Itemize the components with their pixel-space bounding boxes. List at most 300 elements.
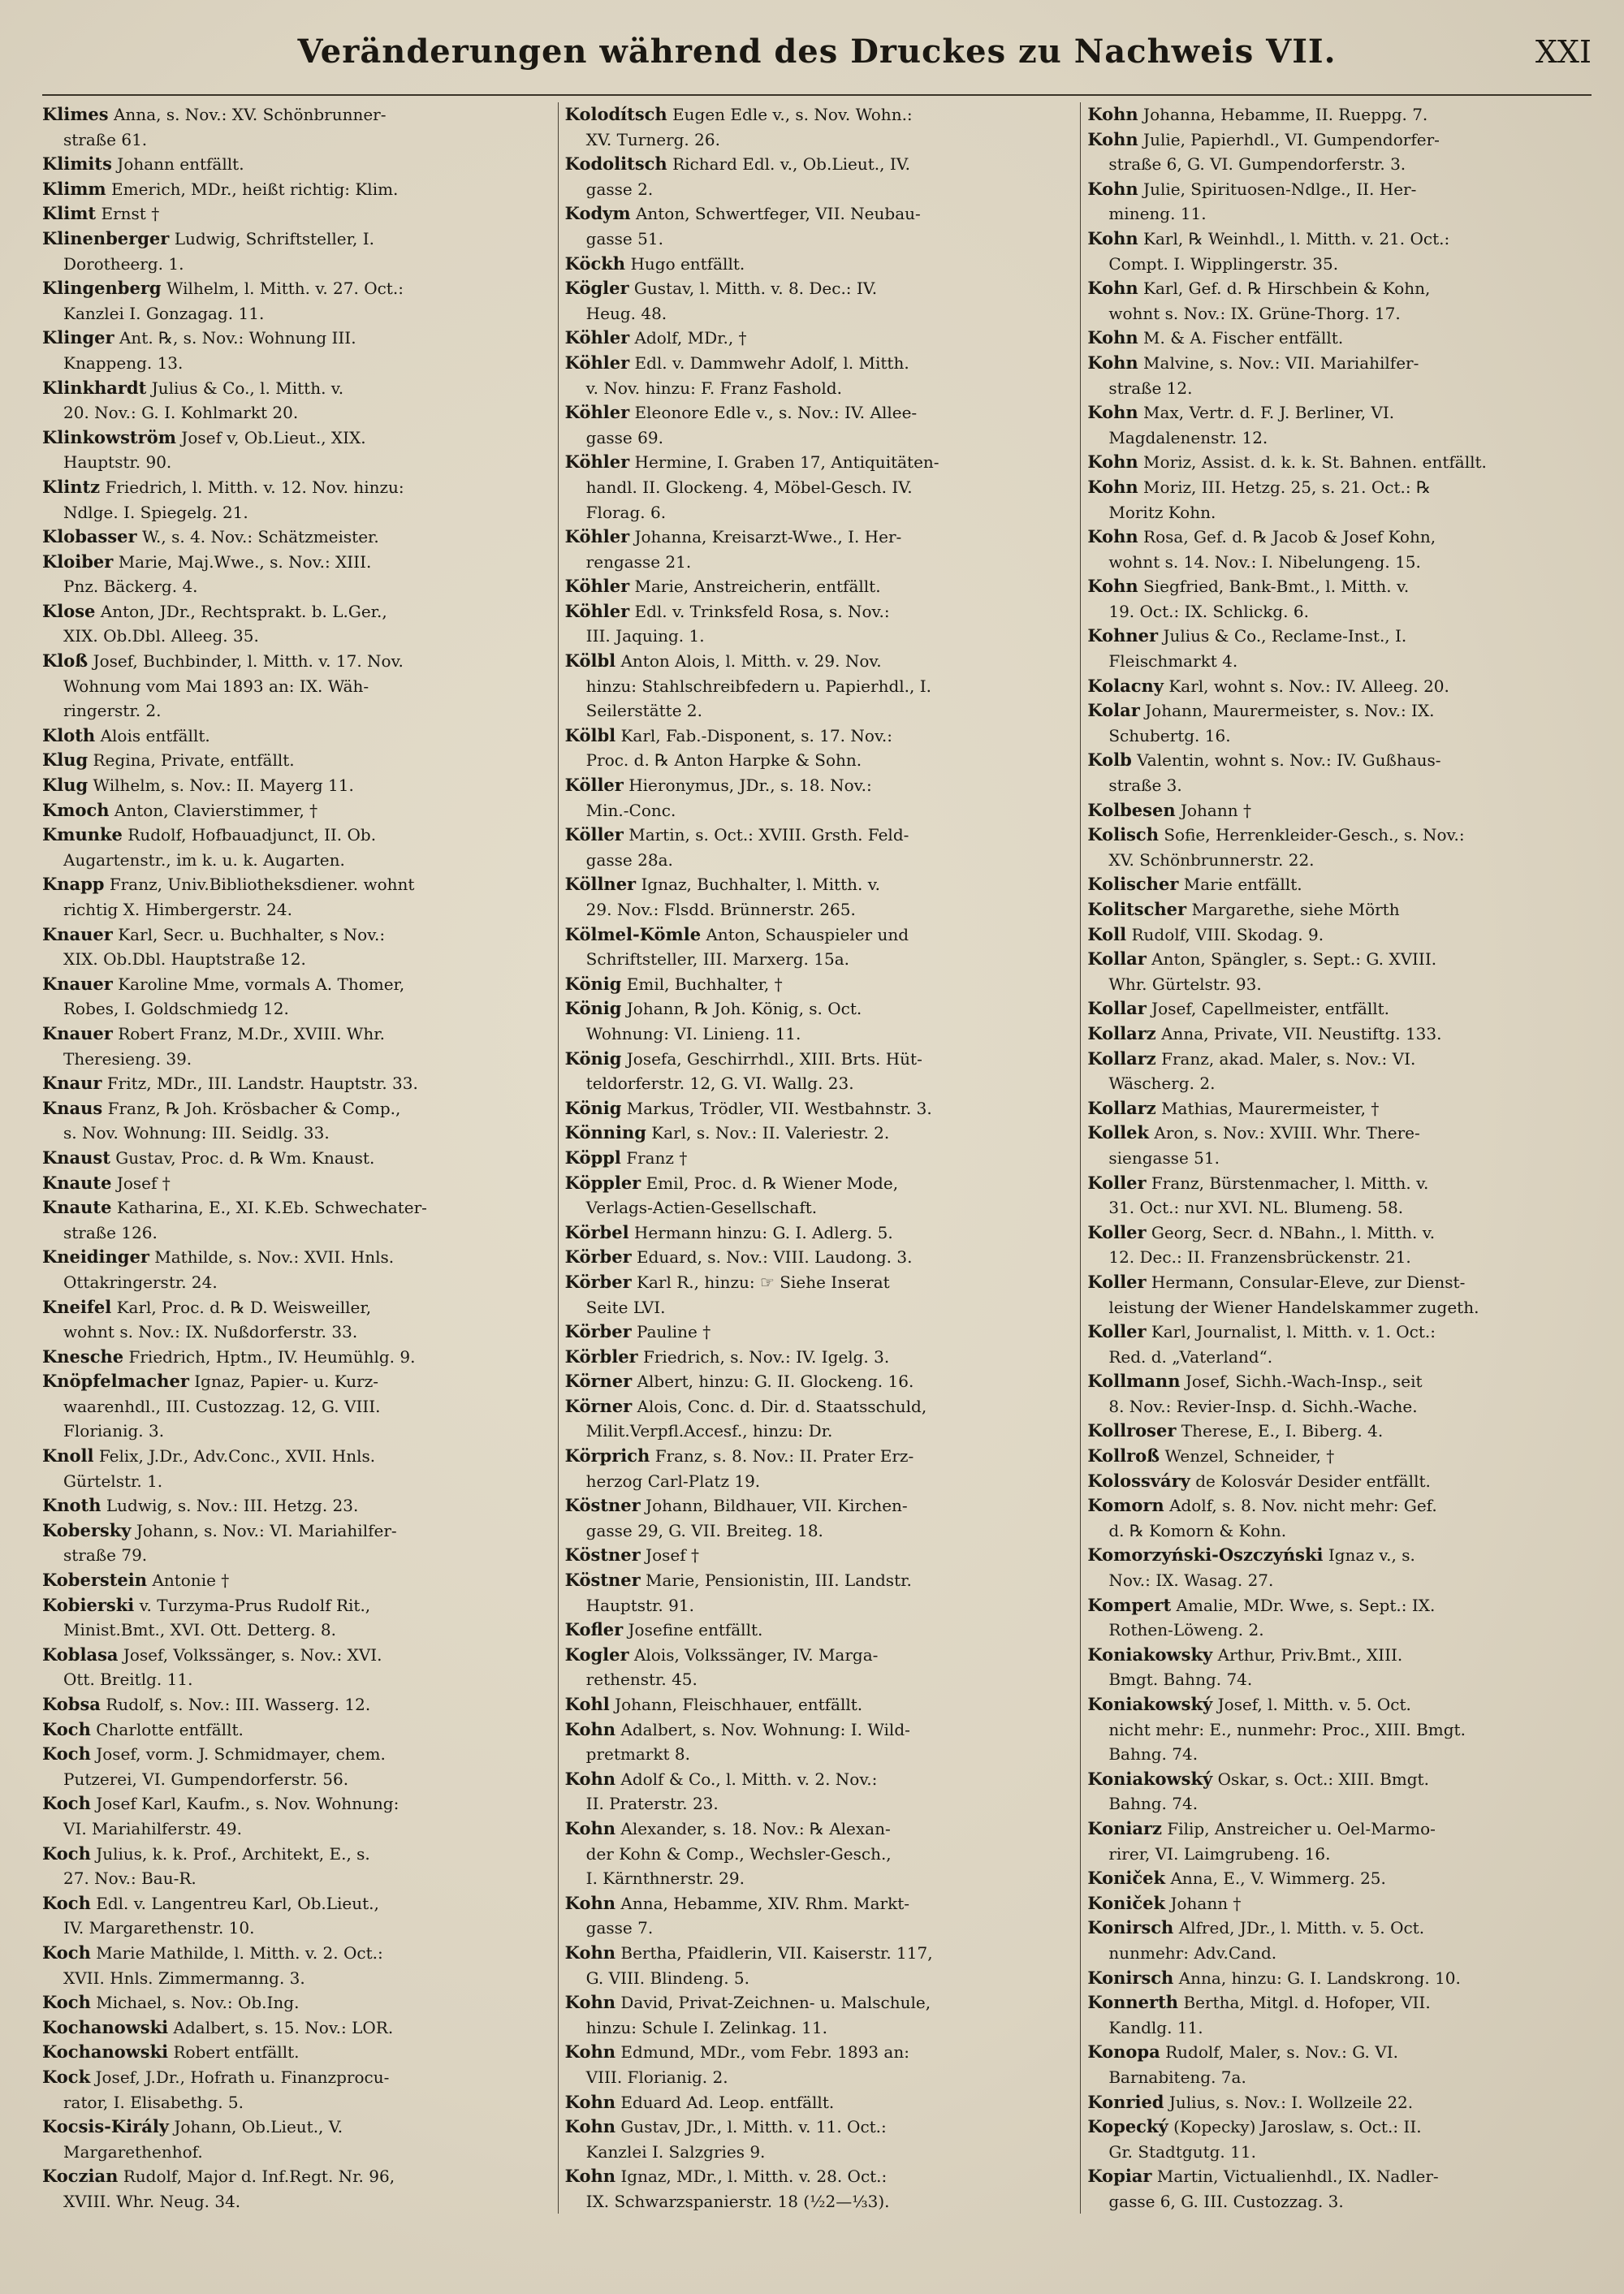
entry-text: Adolf & Co., l. Mitth. v. 2. Nov.: (620, 1769, 878, 1789)
entry-surname: Klimits (42, 153, 112, 175)
entry-line (42, 2164, 546, 2189)
entry-text: Hermann, Consular-Eleve, zur Dienst- (1151, 1272, 1466, 1292)
entry-line (1087, 1171, 1592, 1196)
entry-line (565, 1394, 1069, 1419)
entry-text: Fleischmarkt 4. (1108, 651, 1238, 672)
entry-text: Josef, Buchbinder, l. Mitth. v. 17. Nov. (93, 651, 404, 672)
entry-continuation-line (1087, 1842, 1592, 1867)
entry-text: Rudolf, Major d. Inf.Regt. Nr. 96, (123, 2167, 395, 2187)
entry-text: Marie Mathilde, l. Mitth. v. 2. Oct.: (96, 1942, 383, 1963)
entry-line (42, 1891, 546, 1916)
entry-continuation-line (565, 1866, 1069, 1891)
entry-continuation-line (42, 400, 546, 426)
entry-surname: Knapp (42, 874, 105, 895)
entry-text: Alfred, JDr., l. Mitth. v. 5. Oct. (1178, 1918, 1425, 1938)
entry-line (565, 400, 1069, 426)
entry-text: Margarethe, siehe Mörth (1191, 900, 1400, 919)
entry-line (565, 326, 1069, 351)
entry-line (1087, 1866, 1592, 1891)
entry-line (42, 2040, 546, 2065)
entry-text: XIX. Ob.Dbl. Alleeg. 35. (63, 626, 259, 646)
entry-text: Franz, Univ.Bibliotheksdiener. wohnt (109, 875, 415, 895)
entry-continuation-line (42, 1618, 546, 1643)
entry-continuation-line (565, 227, 1069, 252)
entry-text: Josef Karl, Kaufm., s. Nov. Wohnung: (96, 1794, 400, 1814)
entry-continuation-line (565, 1295, 1069, 1320)
entry-text: Josef † (646, 1545, 699, 1566)
entry-text: Red. d. „Vaterland“. (1108, 1346, 1273, 1367)
entry-text: Ignaz, Papier- u. Kurz- (194, 1372, 379, 1392)
entry-surname: Kogler (564, 1644, 629, 1665)
entry-line (1087, 1469, 1592, 1494)
entry-text: straße 3. (1108, 775, 1182, 796)
entry-text: Knappeng. 13. (63, 352, 184, 373)
entry-text: Schubertg. 16. (1108, 725, 1231, 745)
entry-text: Max, Vertr. d. F. J. Berliner, VI. (1143, 403, 1395, 423)
entry-text: leistung der Wiener Handelskammer zugeth. (1108, 1297, 1479, 1317)
entry-text: Eugen Edle v., s. Nov. Wohn.: (672, 105, 913, 124)
entry-continuation-line (42, 2189, 546, 2214)
entry-surname: Koller (1087, 1221, 1147, 1242)
entry-text: Gustav, Proc. d. ℞ Wm. Knaust. (115, 1147, 375, 1168)
entry-text: Min.-Conc. (585, 800, 676, 820)
entry-surname: Knauer (42, 923, 113, 944)
entry-text: Josef, Volkssänger, s. Nov.: XVI. (123, 1644, 382, 1665)
entry-line (1087, 1593, 1592, 1618)
entry-line (42, 649, 546, 674)
entry-surname: Koch (42, 1992, 91, 2013)
entry-continuation-line (565, 301, 1069, 326)
entry-line (1087, 1270, 1592, 1295)
entry-surname: Kloiber (42, 551, 114, 572)
entry-surname: Kohn (1087, 227, 1138, 248)
entry-surname: Klinkowström (42, 426, 176, 447)
entry-continuation-line (565, 624, 1069, 649)
entry-continuation-line (1087, 1618, 1592, 1643)
entry-text: teldorferstr. 12, G. VI. Wallg. 23. (585, 1074, 854, 1094)
entry-text: Marie, Maj.Wwe., s. Nov.: XIII. (118, 551, 372, 572)
entry-line (42, 376, 546, 401)
entry-line (42, 1791, 546, 1817)
entry-line (565, 996, 1069, 1022)
entry-text: G. VIII. Blindeng. 5. (585, 1968, 749, 1988)
entry-surname: Knoll (42, 1445, 94, 1467)
entry-text: Bertha, Pfaidlerin, VII. Kaiserstr. 117, (620, 1942, 933, 1963)
entry-continuation-line (565, 2065, 1069, 2090)
entry-continuation-line (565, 500, 1069, 525)
entry-text: Anna, s. Nov.: XV. Schönbrunner- (113, 105, 387, 124)
entry-continuation-line (565, 1667, 1069, 1692)
entry-surname: Kollek (1087, 1122, 1150, 1143)
entry-text: wohnt s. Nov.: IX. Grüne-Thorg. 17. (1108, 303, 1401, 323)
entry-text: Karl, s. Nov.: II. Valeriestr. 2. (651, 1123, 890, 1143)
column-2 (558, 102, 1069, 2214)
entry-text: gasse 2. (585, 179, 654, 199)
entry-text: Seilerstätte 2. (585, 701, 702, 721)
entry-line (565, 574, 1069, 599)
entry-continuation-line (1087, 773, 1592, 798)
entry-text: Johanna, Hebamme, II. Rueppg. 7. (1143, 105, 1428, 124)
entry-surname: Kohn (1087, 576, 1138, 597)
entry-line (565, 1369, 1069, 1394)
entry-continuation-line (1087, 1568, 1592, 1593)
entry-surname: Konirsch (1087, 1967, 1174, 1988)
entry-text: de Kolosvár Desider entfällt. (1195, 1471, 1431, 1491)
entry-text: rirer, VI. Laimgrubeng. 16. (1108, 1843, 1331, 1864)
entry-continuation-line (1087, 550, 1592, 575)
entry-text: Seite LVI. (585, 1297, 666, 1317)
entry-surname: Koblasa (42, 1644, 119, 1665)
entry-surname: Knaust (42, 1147, 110, 1168)
column-1 (42, 102, 546, 2214)
entry-continuation-line (1087, 201, 1592, 227)
entry-text: Johann † (1180, 800, 1251, 820)
entry-surname: Kochanowski (42, 2016, 169, 2037)
entry-surname: Kolossváry (1087, 1470, 1190, 1491)
entry-line (565, 1618, 1069, 1643)
entry-surname: Koch (42, 1743, 91, 1765)
entry-surname: Koczian (42, 2166, 119, 2187)
entry-line (565, 1990, 1069, 2015)
entry-text: Martin, s. Oct.: XVIII. Grsth. Feld- (628, 825, 909, 845)
entry-surname: Knöpfelmacher (42, 1371, 189, 1392)
entry-text: Bertha, Mitgl. d. Hofoper, VII. (1183, 1993, 1431, 2013)
entry-text: Edl. v. Langentreu Karl, Ob.Lieut., (96, 1893, 379, 1913)
entry-text: Franz, s. 8. Nov.: II. Prater Erz- (654, 1446, 914, 1467)
entry-text: 20. Nov.: G. I. Kohlmarkt 20. (63, 403, 299, 423)
entry-surname: Klug (42, 750, 89, 771)
entry-line (42, 1742, 546, 1767)
entry-text: wohnt s. 14. Nov.: I. Nibelungeng. 15. (1108, 551, 1421, 572)
entry-text: richtig X. Himbergerstr. 24. (63, 900, 292, 919)
entry-text: v. Nov. hinzu: F. Franz Fashold. (585, 378, 842, 398)
entry-text: Mathilde, s. Nov.: XVII. Hnls. (154, 1247, 395, 1268)
entry-text: Ludwig, Schriftsteller, I. (174, 228, 374, 248)
entry-text: rengasse 21. (585, 551, 692, 572)
entry-continuation-line (565, 1916, 1069, 1941)
entry-text: 8. Nov.: Revier-Insp. d. Sichh.-Wache. (1108, 1396, 1418, 1416)
entry-text: siengasse 51. (1108, 1147, 1220, 1168)
entry-surname: Kollar (1087, 948, 1147, 970)
entry-text: Ludwig, s. Nov.: III. Hetzg. 23. (106, 1496, 359, 1516)
entry-surname: Köppl (564, 1147, 621, 1168)
entry-text: Karl, Secr. u. Buchhalter, s Nov.: (118, 924, 386, 944)
entry-continuation-line (565, 1419, 1069, 1444)
entry-surname: Kofler (564, 1619, 624, 1640)
entry-surname: Kohl (564, 1694, 610, 1714)
entry-text: rator, I. Elisabethg. 5. (63, 2092, 244, 2112)
entry-line (1087, 624, 1592, 649)
entry-text: Aron, s. Nov.: XVIII. Whr. There- (1154, 1123, 1420, 1143)
entry-continuation-line (565, 127, 1069, 153)
entry-text: Richard Edl. v., Ob.Lieut., IV. (672, 154, 911, 175)
entry-surname: Köller (564, 775, 624, 796)
entry-text: gasse 51. (585, 228, 663, 248)
entry-continuation-line (1087, 724, 1592, 749)
entry-line (42, 972, 546, 997)
entry-text: Hermine, I. Graben 17, Antiquitäten- (634, 452, 939, 473)
entry-line (42, 1071, 546, 1096)
entry-surname: Koch (42, 1718, 91, 1739)
entry-text: Anna, Hebamme, XIV. Rhm. Markt- (620, 1893, 909, 1913)
entry-surname: Kohn (564, 1992, 616, 2013)
entry-text: Karl, Proc. d. ℞ D. Weisweiller, (116, 1297, 372, 1317)
entry-text: II. Praterstr. 23. (585, 1794, 719, 1814)
entry-surname: Köppler (564, 1172, 641, 1193)
entry-text: Josef † (116, 1173, 171, 1193)
entry-text: Milit.Verpfl.Accesf., hinzu: Dr. (585, 1421, 833, 1441)
entry-text: Bahng. 74. (1108, 1744, 1199, 1765)
entry-continuation-line (1087, 2015, 1592, 2041)
entry-line (1087, 1891, 1592, 1916)
entry-text: IX. Schwarzspanierstr. 18 (½2—⅓3). (585, 2191, 890, 2211)
entry-text: Robert Franz, M.Dr., XVIII. Whr. (118, 1023, 385, 1043)
entry-surname: Knesche (42, 1346, 124, 1367)
entry-text: Karl, wohnt s. Nov.: IV. Alleeg. 20. (1168, 676, 1449, 696)
entry-line (565, 450, 1069, 475)
entry-line (1087, 1320, 1592, 1345)
entry-continuation-line (565, 1966, 1069, 1991)
entry-continuation-line (565, 1842, 1069, 1867)
entry-continuation-line (565, 2189, 1069, 2214)
entry-text: Johann entfällt. (117, 154, 244, 175)
entry-text: Hieronymus, JDr., s. 18. Nov.: (628, 775, 872, 796)
entry-text: Friedrich, Hptm., IV. Heumühlg. 9. (128, 1346, 416, 1367)
entry-surname: Kohn (564, 2041, 616, 2063)
entry-text: Wilhelm, l. Mitth. v. 27. Oct.: (166, 279, 404, 299)
entry-line (1087, 1419, 1592, 1444)
entry-surname: Kohn (1087, 128, 1138, 149)
entry-line (565, 1096, 1069, 1121)
entry-surname: Kohn (564, 1942, 616, 1963)
entry-continuation-line (1087, 2140, 1592, 2165)
entry-continuation-line (42, 897, 546, 922)
entry-surname: Knauer (42, 1022, 113, 1043)
entry-surname: Knaute (42, 1172, 112, 1193)
entry-text: Heug. 48. (585, 303, 667, 323)
entry-text: Alois, Volkssänger, IV. Marga- (633, 1644, 879, 1665)
entry-line (42, 1022, 546, 1047)
entry-continuation-line (42, 1966, 546, 1991)
entry-line (42, 1568, 546, 1593)
entry-text: Johann, Maurermeister, s. Nov.: IX. (1145, 701, 1435, 721)
entry-line (42, 1295, 546, 1320)
entry-line (565, 1220, 1069, 1246)
entry-text: hinzu: Stahlschreibfedern u. Papierhdl., I. (585, 676, 931, 696)
entry-text: Josef, Capellmeister, entfällt. (1151, 999, 1390, 1019)
entry-text: VIII. Florianig. 2. (585, 2067, 728, 2087)
entry-text: Alexander, s. 18. Nov.: ℞ Alexan- (620, 1818, 891, 1838)
entry-line (1087, 2040, 1592, 2065)
entry-continuation-line (42, 1817, 546, 1842)
entry-surname: Koll (1087, 923, 1127, 944)
entry-text: Rothen-Löweng. 2. (1108, 1620, 1264, 1640)
entry-continuation-line (42, 674, 546, 699)
entry-surname: Kobierski (42, 1594, 135, 1615)
entry-line (42, 177, 546, 202)
entry-continuation-line (1087, 301, 1592, 326)
entry-continuation-line (1087, 2065, 1592, 2090)
entry-line (1087, 326, 1592, 351)
entry-surname: Koniakowský (1087, 1768, 1213, 1789)
entry-line (42, 1369, 546, 1394)
entry-text: Franz † (626, 1147, 688, 1168)
entry-text: Julie, Papierhdl., VI. Gumpendorfer- (1143, 129, 1440, 149)
entry-continuation-line (42, 1270, 546, 1295)
entry-text: Rosa, Gef. d. ℞ Jacob & Josef Kohn, (1143, 527, 1436, 547)
entry-continuation-line (565, 848, 1069, 873)
entry-text: Robes, I. Goldschmiedg 12. (63, 999, 289, 1019)
entry-text: straße 61. (63, 129, 148, 149)
entry-text: Karl, Journalist, l. Mitth. v. 1. Oct.: (1151, 1322, 1436, 1342)
entry-continuation-line (565, 475, 1069, 500)
entry-line (565, 2040, 1069, 2065)
entry-text: Magdalenenstr. 12. (1108, 427, 1268, 447)
entry-line (1087, 1493, 1592, 1519)
entry-text: Johann † (1170, 1893, 1242, 1913)
entry-line (42, 475, 546, 500)
entry-line (1087, 1990, 1592, 2015)
entry-line (1087, 1817, 1592, 1842)
entry-continuation-line (42, 1916, 546, 1941)
entry-text: Julie, Spirituosen-Ndlge., II. Her- (1143, 179, 1417, 199)
entry-surname: Kohn (1087, 178, 1138, 199)
entry-text: Johann, ℞ Joh. König, s. Oct. (626, 999, 862, 1019)
entry-text: Putzerei, VI. Gumpendorferstr. 56. (63, 1769, 349, 1789)
entry-line (565, 1941, 1069, 1966)
entry-text: Adalbert, s. Nov. Wohnung: I. Wild- (620, 1719, 910, 1739)
entry-text: Friedrich, l. Mitth. v. 12. Nov. hinzu: (105, 477, 404, 497)
entry-surname: Komorzyński-Oszczyński (1087, 1544, 1324, 1566)
entry-line (42, 1245, 546, 1270)
entry-text: Bahng. 74. (1108, 1794, 1199, 1814)
entry-surname: Köhler (564, 600, 630, 621)
entry-surname: Köhler (564, 327, 630, 348)
entry-line (42, 599, 546, 624)
entry-surname: Kolacny (1087, 675, 1164, 696)
entry-surname: Köhler (564, 451, 630, 473)
entry-surname: Kohn (1087, 402, 1138, 423)
entry-text: Filip, Anstreicher u. Oel-Marmo- (1167, 1818, 1436, 1838)
entry-text: Theresieng. 39. (63, 1048, 192, 1069)
entry-line (42, 201, 546, 227)
entry-continuation-line (42, 1667, 546, 1692)
entry-text: Josef v, Ob.Lieut., XIX. (181, 427, 366, 447)
entry-continuation-line (1087, 426, 1592, 451)
entry-surname: Körner (564, 1371, 633, 1392)
entry-line (42, 1593, 546, 1618)
entry-text: Wilhelm, s. Nov.: II. Mayerg 11. (93, 775, 354, 796)
entry-surname: Koch (42, 1793, 91, 1814)
entry-continuation-line (42, 1866, 546, 1891)
entry-line (565, 1047, 1069, 1072)
entry-line (1087, 1444, 1592, 1469)
entry-text: Fritz, MDr., III. Landstr. Hauptstr. 33. (106, 1074, 418, 1094)
entry-continuation-line (565, 1195, 1069, 1220)
entry-text: Ignaz v., s. (1328, 1545, 1415, 1566)
entry-surname: Könning (564, 1122, 646, 1143)
entry-line (1087, 574, 1592, 599)
entry-text: XIX. Ob.Dbl. Hauptstraße 12. (63, 949, 306, 970)
entry-surname: Kolb (1087, 750, 1132, 771)
entry-surname: Knaus (42, 1097, 103, 1118)
entry-surname: Kopecký (1087, 2116, 1168, 2137)
entry-line (1087, 1767, 1592, 1792)
entry-text: Anton, Schwertfeger, VII. Neubau- (635, 204, 921, 224)
entry-continuation-line (1087, 152, 1592, 177)
entry-text: Anton Alois, l. Mitth. v. 29. Nov. (620, 651, 882, 672)
entry-continuation-line (42, 1320, 546, 1345)
entry-surname: Koniček (1087, 1892, 1166, 1913)
entry-text: Anton, Clavierstimmer, † (114, 800, 318, 820)
entry-text: Hauptstr. 91. (585, 1595, 694, 1615)
entry-line (42, 1990, 546, 2015)
entry-line (1087, 127, 1592, 153)
entry-text: Wohnung vom Mai 1893 an: IX. Wäh- (63, 676, 369, 696)
entry-surname: Kohn (1087, 278, 1138, 299)
entry-text: Pnz. Bäckerg. 4. (63, 577, 198, 597)
entry-continuation-line (42, 127, 546, 153)
entry-text: gasse 7. (585, 1918, 654, 1938)
entry-surname: Kohn (1087, 327, 1138, 348)
entry-text: wohnt s. Nov.: IX. Nußdorferstr. 33. (63, 1322, 358, 1342)
entry-text: Adolf, MDr., † (634, 328, 747, 348)
entry-surname: Knaute (42, 1197, 112, 1218)
entry-text: ringerstr. 2. (63, 701, 162, 721)
entry-surname: Köckh (564, 253, 626, 274)
entry-continuation-line (42, 1047, 546, 1072)
entry-text: Emerich, MDr., heißt richtig: Klim. (111, 179, 399, 199)
entry-text: Whr. Gürtelstr. 93. (1108, 974, 1262, 994)
entry-surname: Körbel (564, 1221, 629, 1242)
entry-text: handl. II. Glockeng. 4, Möbel-Gesch. IV. (585, 477, 913, 497)
entry-surname: Klintz (42, 476, 101, 497)
entry-line (1087, 947, 1592, 972)
entry-line (1087, 475, 1592, 500)
entry-text: Franz, akad. Maler, s. Nov.: VI. (1161, 1048, 1416, 1069)
entry-text: Anna, hinzu: G. I. Landskrong. 10. (1178, 1968, 1461, 1988)
entry-surname: Kohn (564, 2166, 616, 2187)
entry-surname: Kohner (1087, 625, 1159, 646)
entry-continuation-line (1087, 1071, 1592, 1096)
entry-line (42, 2015, 546, 2041)
entry-line (1087, 351, 1592, 376)
entry-surname: Koniarz (1087, 1817, 1162, 1838)
entry-line (565, 1171, 1069, 1196)
entry-line (565, 972, 1069, 997)
entry-surname: Köller (564, 824, 624, 845)
entry-surname: Kocsis-Király (42, 2116, 170, 2137)
entry-surname: Kölbl (564, 650, 616, 672)
entry-text: Josefine entfällt. (628, 1620, 763, 1640)
entry-line (42, 922, 546, 948)
entry-line (565, 2115, 1069, 2140)
entry-line (1087, 400, 1592, 426)
entry-line (1087, 872, 1592, 897)
entry-line (565, 201, 1069, 227)
entry-continuation-line (565, 1742, 1069, 1767)
entry-text: straße 79. (63, 1545, 148, 1566)
entry-text: s. Nov. Wohnung: III. Seidlg. 33. (63, 1123, 330, 1143)
entry-text: Franz, Bürstenmacher, l. Mitth. v. (1151, 1173, 1429, 1193)
entry-line (565, 922, 1069, 948)
entry-surname: Kollarz (1087, 1048, 1156, 1069)
entry-text: Edl. v. Dammwehr Adolf, l. Mitth. (634, 352, 909, 373)
entry-text: Pauline † (637, 1322, 711, 1342)
entry-line (42, 798, 546, 823)
entry-line (1087, 748, 1592, 773)
entry-text: Georg, Secr. d. NBahn., l. Mitth. v. (1151, 1222, 1436, 1242)
